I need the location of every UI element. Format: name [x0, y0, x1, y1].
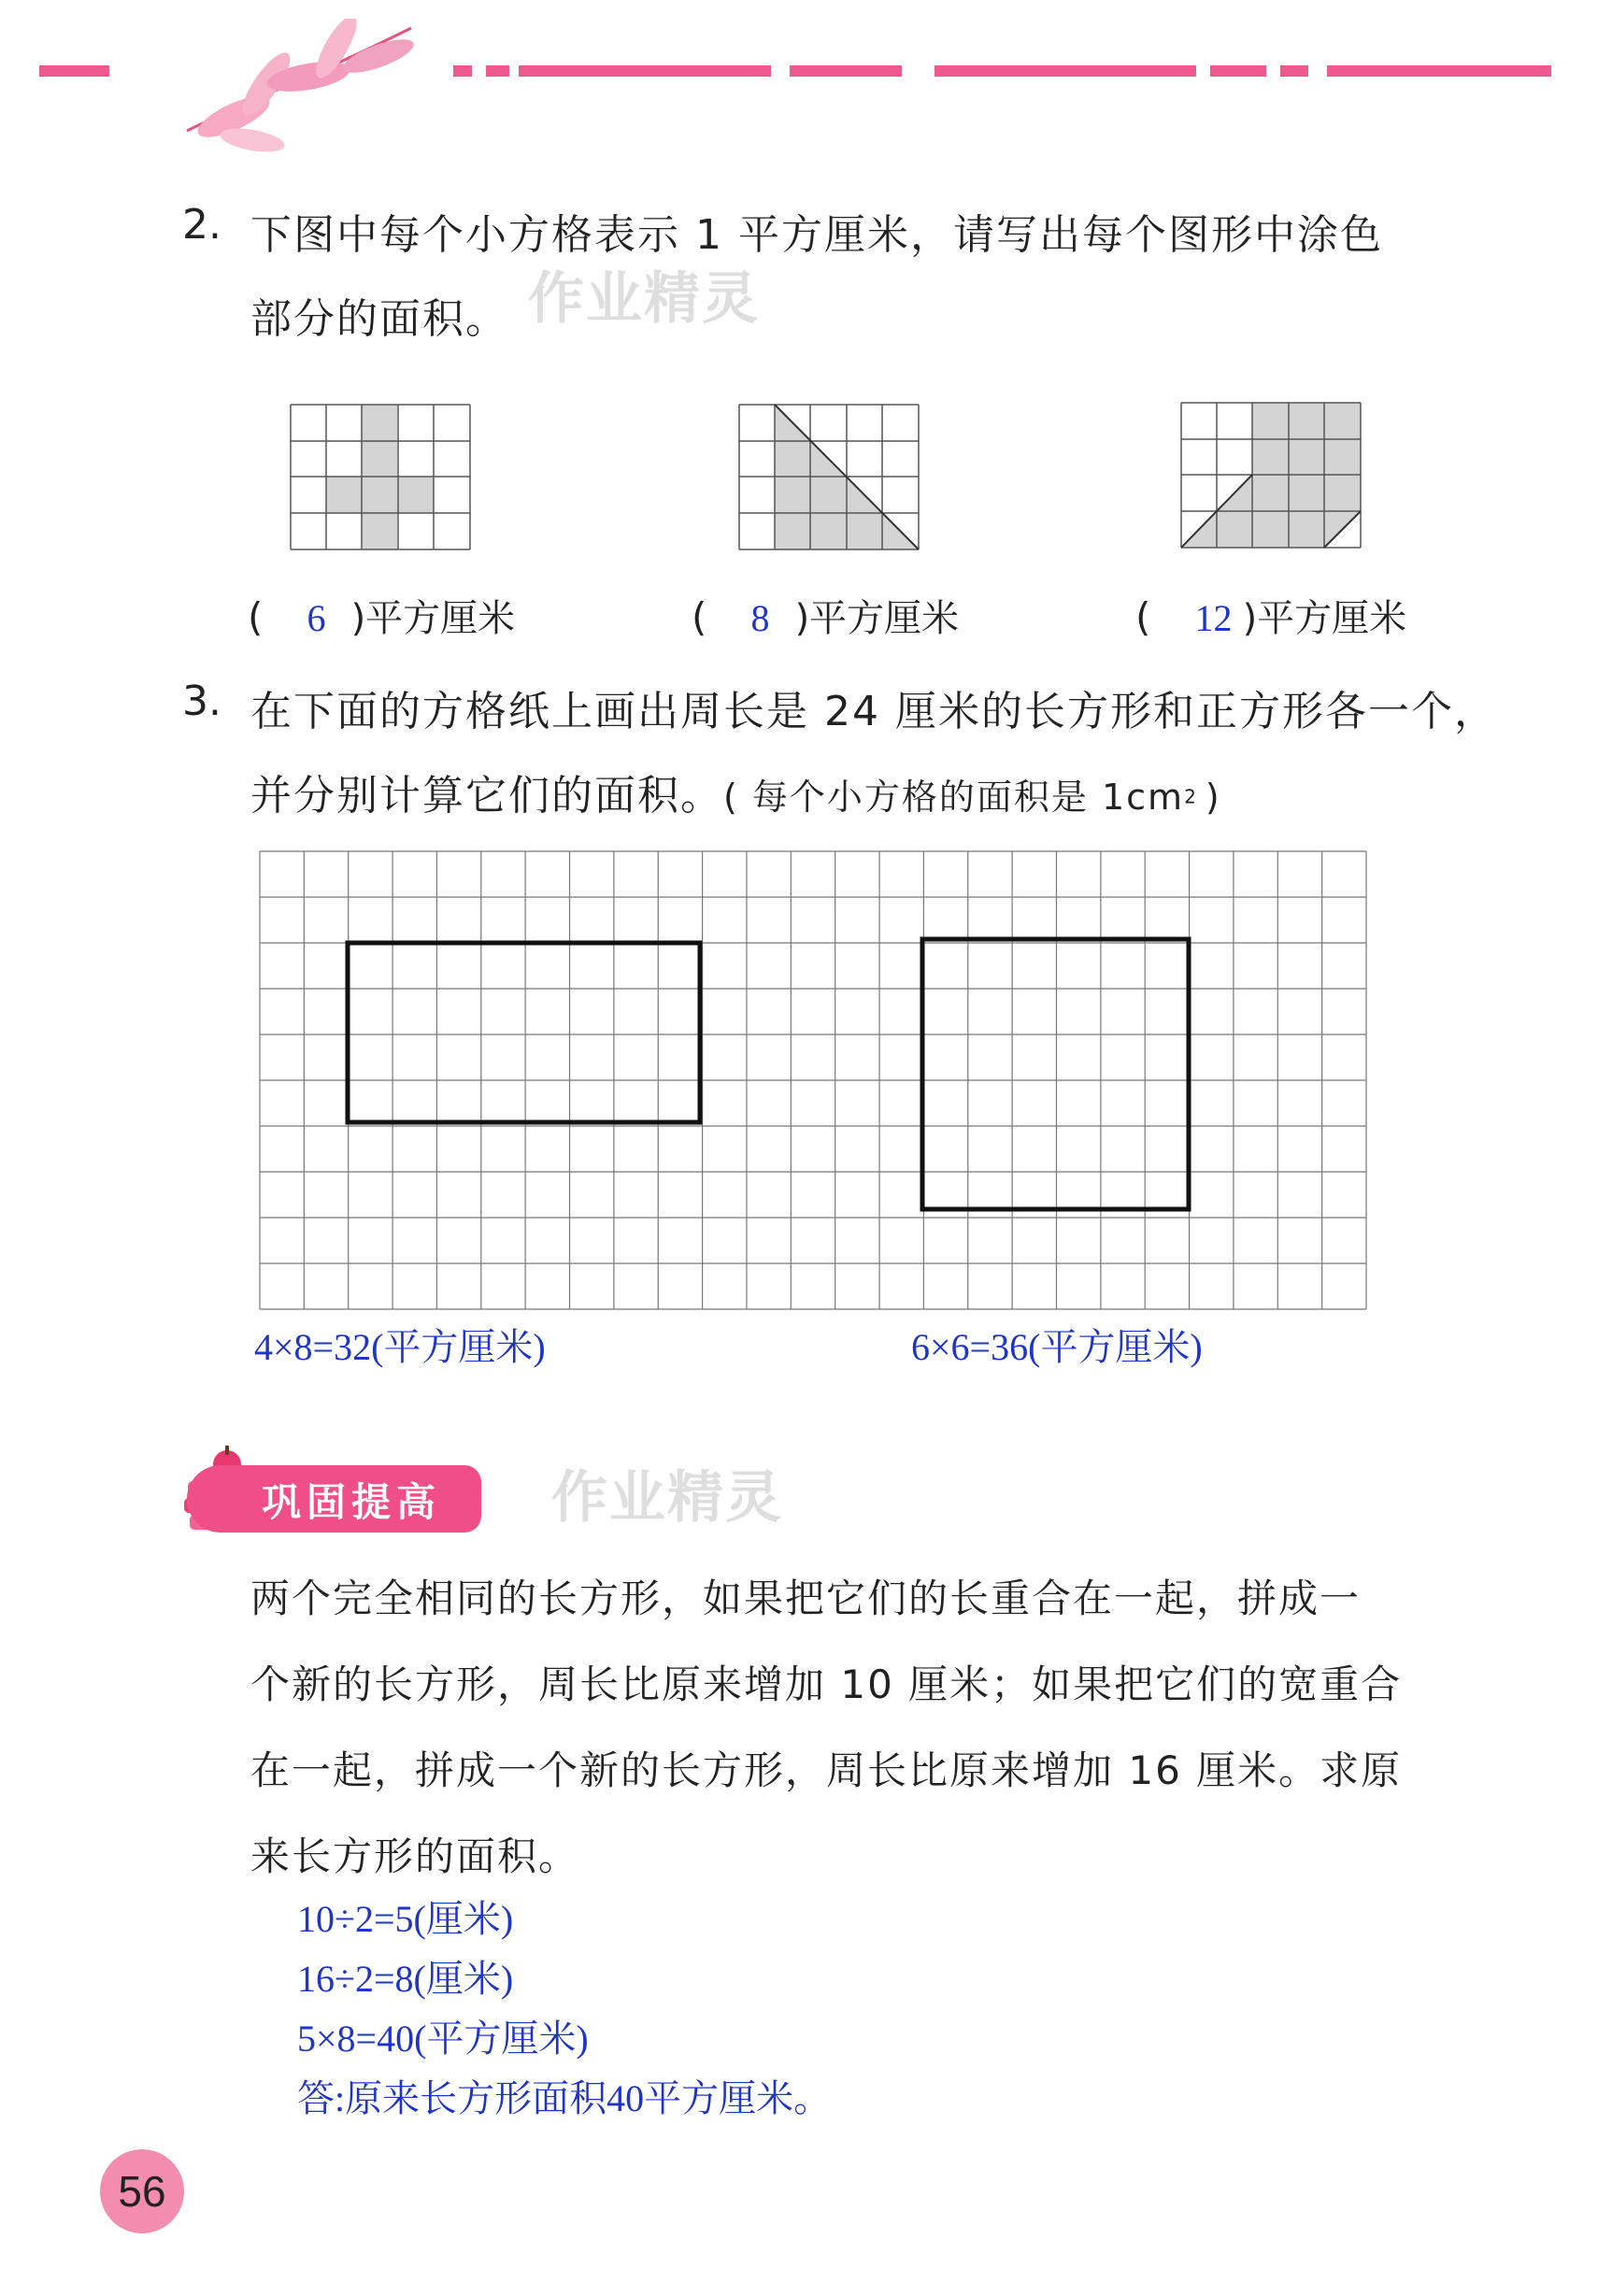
answer-value: 12	[1194, 597, 1233, 639]
grid-paper	[259, 850, 1367, 1310]
q3-line2-note: ( 每个小方格的面积是 1cm	[723, 777, 1185, 818]
answer-value: 6	[307, 597, 326, 639]
paren-open: (	[1135, 594, 1151, 640]
figure-triangle	[738, 404, 920, 550]
problem-line: 来长方形的面积。	[250, 1833, 580, 1879]
paren-open: (	[692, 594, 707, 640]
q2-answer-3	[1135, 589, 1406, 642]
paren-open: (	[248, 594, 264, 640]
figure-cross	[290, 404, 472, 550]
drawn-rectangle	[348, 943, 700, 1122]
q3-line2-close: )	[1205, 777, 1220, 818]
answer-value: 8	[750, 597, 770, 639]
q2-text-line2: 部分的面积。	[250, 295, 508, 343]
square-area-answer: 6×6=36(平方厘米)	[911, 1326, 1203, 1368]
q3-text-line1: 在下面的方格纸上画出周长是 24 厘米的长方形和正方形各一个，	[250, 688, 1497, 735]
watermark: 作业精灵	[528, 266, 760, 332]
figure-parallelogram	[1180, 402, 1363, 549]
problem-line: 两个完全相同的长方形，如果把它们的长重合在一起，拼成一	[250, 1576, 1362, 1621]
q2-answer-2	[692, 589, 959, 642]
rect-area-answer: 4×8=32(平方厘米)	[254, 1326, 546, 1368]
watermark: 作业精灵	[551, 1465, 783, 1531]
answer-unit: )平方厘米	[794, 597, 960, 640]
solution-line: 10÷2=5(厘米)	[297, 1898, 514, 1940]
solution-line: 答:原来长方形面积40平方厘米。	[297, 2077, 832, 2119]
q3-line2-sup: 2	[1184, 785, 1196, 808]
section-badge-label: 巩固提高	[262, 1479, 442, 1525]
drawn-square	[922, 939, 1189, 1209]
answer-unit: )平方厘米	[350, 597, 516, 640]
page-number: 56	[100, 2149, 184, 2233]
solution-line: 5×8=40(平方厘米)	[297, 2018, 589, 2060]
leaf-branch-icon	[178, 19, 421, 159]
solution	[297, 1890, 831, 2129]
problem-line: 在一起，拼成一个新的长方形，周长比原来增加 16 厘米。求原	[250, 1747, 1403, 1793]
q3-line2-main: 并分别计算它们的面积。	[250, 772, 723, 820]
answer-unit: )平方厘米	[1242, 597, 1407, 640]
q3-number: 3.	[182, 677, 221, 725]
problem-text	[250, 1556, 1493, 1900]
q2-number: 2.	[182, 201, 221, 249]
problem-line: 个新的长方形，周长比原来增加 10 厘米；如果把它们的宽重合	[250, 1661, 1403, 1707]
q2-text-line1: 下图中每个小方格表示 1 平方厘米，请写出每个图形中涂色	[250, 211, 1383, 259]
q3-text-line2	[250, 762, 1220, 821]
q2-answer-1	[248, 589, 515, 642]
solution-line: 16÷2=8(厘米)	[297, 1958, 514, 2000]
